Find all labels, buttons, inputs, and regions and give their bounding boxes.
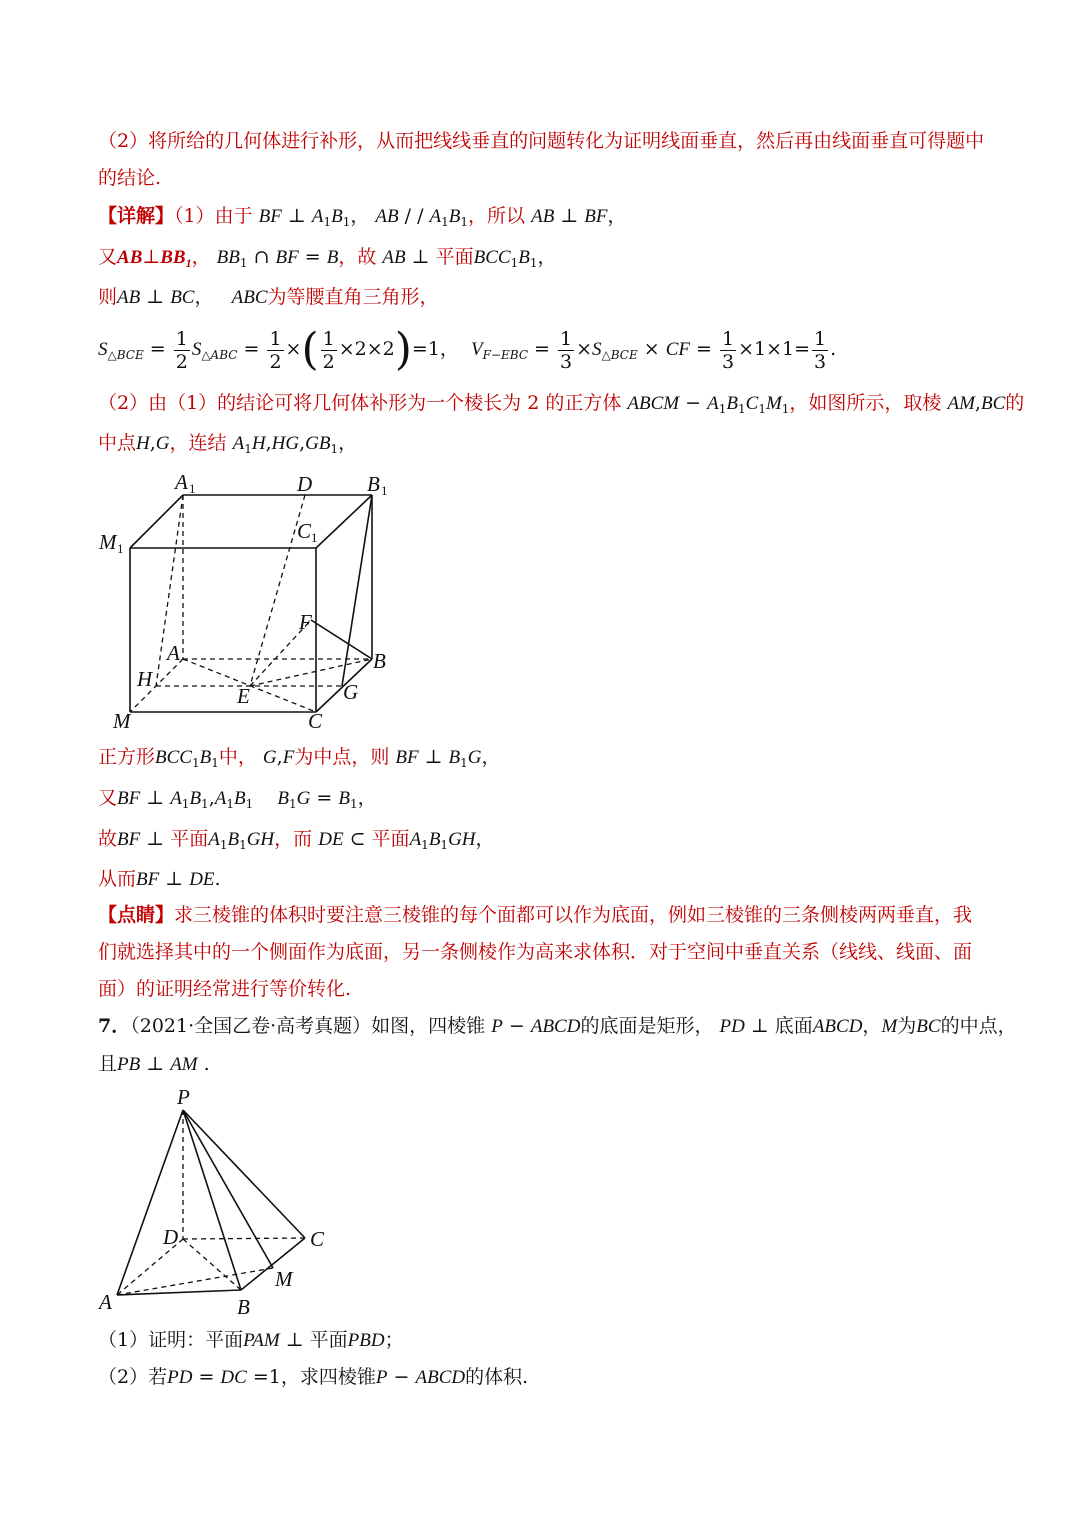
detail-line-3: 则AB ⊥ BC， ABC为等腰直角三角形， xyxy=(98,286,439,308)
also-line: 又BF ⊥ $A_1B_1,A_1B_1$ $B_1G = B_1$， xyxy=(98,787,377,811)
volume-formula: $S_{\triangle BCE}$ = $\frac{1}{2}$ $S_{\triangle ABC}$ = $\frac{1}{2}$ ×( $\frac{1}{2}$ ×2×2)=1， $V_{F-EBC}$ = $\frac{1}{3}$ $\times S_{\triangle BCE}$ × CF = $\frac{1}{3}$ ×1×1= $\frac{1}{3}$ . xyxy=(98,324,837,375)
cube-label-E: E xyxy=(237,684,250,708)
part2-line-1: （2）由（1）的结论可将几何体补形为一个棱长为 2 的正方体 ABCM − $A_1B_1C_1M_1$，如图所示，取棱 AM,BC的 xyxy=(98,392,1025,416)
pyr-label-P: P xyxy=(177,1085,190,1109)
cube-label-A1-sub: 1 xyxy=(189,481,196,496)
pyramid-figure xyxy=(95,1082,345,1322)
review-line-3: 面）的证明经常进行等价转化. xyxy=(98,978,352,1000)
thus-line: 从而BF ⊥ DE. xyxy=(98,868,221,890)
pyr-label-A: A xyxy=(99,1290,112,1314)
cube-label-B1-sub: 1 xyxy=(381,483,388,498)
q7-line-1: 7．（2021·全国乙卷·高考真题）如图，四棱锥 P − ABCD的底面是矩形， PD ⊥ 底面ABCD，M为BC的中点， xyxy=(98,1015,1017,1037)
pyr-label-C: C xyxy=(310,1227,325,1251)
q7-part1: （1）证明：平面PAM ⊥ 平面PBD； xyxy=(98,1329,404,1351)
hint-line-1: （2）将所给的几何体进行补形，从而把线线垂直的问题转化为证明线面垂直，然后再由线面垂直可得题中 xyxy=(98,130,985,152)
cube-label-C1: C xyxy=(297,519,312,543)
review-tag: 【点睛】 xyxy=(98,904,175,926)
cube-label-M1-sub: 1 xyxy=(117,541,124,556)
cube-label-B1: B xyxy=(367,472,380,496)
cube-figure xyxy=(95,465,405,735)
cube-label-A1: A xyxy=(175,470,188,494)
pyr-label-B: B xyxy=(237,1295,250,1319)
detail-line-1: 【详解】（1）由于 BF ⊥ $A_1B_1$， AB / / $A_1B_1$，所以 AB ⊥ BF， xyxy=(98,205,627,229)
square-line: 正方形$BCC_1B_1$中， G,F为中点，则 BF ⊥ $B_1G$， xyxy=(98,746,501,770)
detail-tag: 【详解】 xyxy=(98,205,175,227)
cube-label-M1: M xyxy=(99,530,117,554)
part2-line-2: 中点H,G，连结 $A_1H,HG,GB_1$， xyxy=(98,432,358,456)
review-line-1: 【点睛】求三棱锥的体积时要注意三棱锥的每个面都可以作为底面，例如三棱锥的三条侧棱两两垂直，我 xyxy=(98,904,973,926)
pyr-label-M: M xyxy=(275,1267,293,1291)
hence-line: 故BF ⊥ 平面$A_1B_1GH$，而 DE ⊂ 平面$A_1B_1GH$， xyxy=(98,828,495,852)
cube-label-G: G xyxy=(343,680,359,704)
pyr-label-D: D xyxy=(163,1225,179,1249)
q7-part2: （2）若PD = DC =1，求四棱锥P − ABCD的体积. xyxy=(98,1366,529,1388)
cube-label-H: H xyxy=(137,667,153,691)
cube-label-C: C xyxy=(308,709,323,733)
hint-line-2: 的结论. xyxy=(98,167,162,189)
review-line-2: 们就选择其中的一个侧面作为底面，另一条侧棱作为高来求体积．对于空间中垂直关系（线线、线面、面 xyxy=(98,941,973,963)
cube-label-D: D xyxy=(297,472,313,496)
cube-label-C1-sub: 1 xyxy=(311,530,318,545)
cube-label-M: M xyxy=(113,709,131,733)
detail-line-2: 又$AB\perp BB_1$， $BB_1$ ∩ BF = B，故 AB ⊥ 平面$BCC_1B_1$， xyxy=(98,246,557,270)
cube-label-F: F xyxy=(299,610,312,634)
cube-label-B: B xyxy=(373,649,386,673)
cube-label-A: A xyxy=(167,641,180,665)
q7-line-2: 且PB ⊥ AM . xyxy=(98,1053,210,1075)
